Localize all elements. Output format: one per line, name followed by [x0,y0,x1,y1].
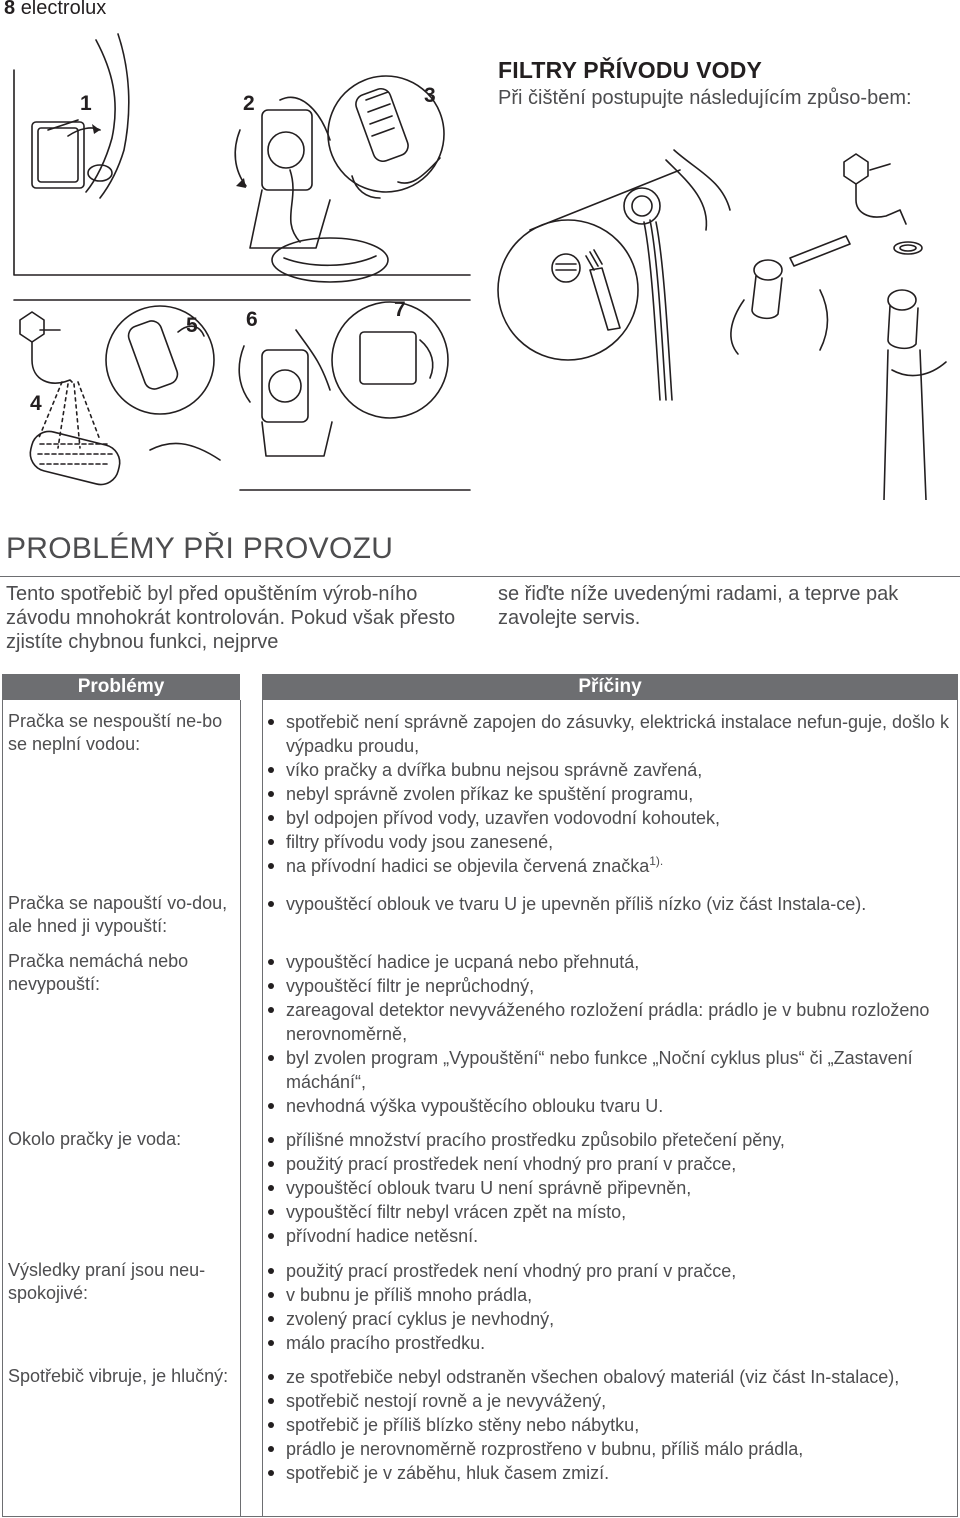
cause-item: spotřebič je příliš blízko stěny nebo nábytku, [262,1413,952,1437]
cause-item: spotřebič je v záběhu, hluk časem zmizí. [262,1461,952,1485]
brand-name: electrolux [20,0,107,19]
problem-label: Pračka se napouští vo-dou, ale hned ji vypouští: [8,893,228,936]
troubleshooting-intro-right: se řiďte níže uvedenými radami, a teprve pak zavolejte servis. [498,583,899,629]
cause-text: na přívodní hadici se objevila červená značka [286,856,650,876]
cause-item: byl zvolen program „Vypouštění“ nebo funkce „Noční cyklus plus“ či „Zastavení máchání“, [262,1046,952,1094]
cause-item: vypouštěcí filtr nebyl vrácen zpět na místo, [262,1200,952,1224]
causes-list [262,892,952,916]
table-border [2,700,3,1516]
step-number: 4 [30,392,42,415]
cause-item: nebyl správně zvolen příkaz ke spuštění programu, [262,782,952,806]
step-number: 1 [80,92,92,115]
cause-item: zareagoval detektor nevyváženého rozložení prádla: prádlo je v bubnu rozloženo nerovnoměrně, [262,998,952,1046]
table-border [2,1516,958,1517]
cause-item: vypouštěcí oblouk ve tvaru U je upevněn příliš nízko (viz část Instala-ce). [262,892,952,916]
cause-item: přílišné množství pracího prostředku způsobilo přetečení pěny, [262,1128,952,1152]
cause-item: přívodní hadice netěsní. [262,1224,952,1248]
step-number: 6 [246,308,258,331]
causes-list [262,950,952,1118]
page-number: 8 [4,0,16,19]
filter-brush-detail [498,220,638,360]
filters-instructions: Při čištění postupujte následujícím způso-bem: [498,87,912,109]
column-header-problems: Problémy [2,674,240,700]
table-border [240,700,241,1516]
water-spray-icon [38,382,100,448]
problem-label: Pračka se nespouští ne-bo se neplní vodou: [8,711,223,754]
tap-icon [20,312,44,342]
problem-label: Pračka nemáchá nebo nevypouští: [8,951,189,994]
problem-label: Spotřebič vibruje, je hlučný: [8,1366,229,1386]
section-divider [0,576,960,577]
cause-item: vypouštěcí oblouk tvaru U není správně připevněn, [262,1176,952,1200]
section-heading-inlet-filters: FILTRY PŘÍVODU VODY [498,57,763,83]
cause-item: v bubnu je příliš mnoho prádla, [262,1283,952,1307]
causes-list [262,710,952,878]
problem-label: Výsledky praní jsou neu-spokojivé: [8,1260,206,1303]
brush-icon [590,268,620,330]
hose-connector-icon [624,188,660,224]
column-header-causes: Příčiny [262,674,958,700]
causes-list [262,1128,952,1248]
cause-item: vypouštěcí filtr je neprůchodný, [262,974,952,998]
causes-list [262,1259,952,1355]
cause-item: spotřebič není správně zapojen do zásuvky, elektrická instalace nefun-guje, došlo k výpadku proudu, [262,710,952,758]
inlet-filter-icon [754,260,782,280]
cause-item: spotřebič nestojí rovně a je nevyvážený, [262,1389,952,1413]
inlet-filter-illustration [490,140,960,500]
footnote-mark: 1). [649,854,664,868]
cause-item [262,854,952,878]
cause-item: ze spotřebiče nebyl odstraněn všechen obalový materiál (viz část In-stalace), [262,1365,952,1389]
troubleshooting-intro-left: Tento spotřebič byl před opuštěním výrob-ního závodu mnohokrát kontrolován. Pokud však přesto zjistíte chybnou funkci, nejprve [6,583,456,653]
page-header [4,0,106,20]
cause-item: zvolený prací cyklus je nevhodný, [262,1307,952,1331]
step-number: 7 [394,298,406,321]
cause-item: byl odpojen přívod vody, uzavřen vodovodní kohoutek, [262,806,952,830]
cause-item: prádlo je nerovnoměrně rozprostřeno v bubnu, příliš málo prádla, [262,1437,952,1461]
step-number: 2 [243,92,255,115]
step-number: 5 [186,314,198,337]
cause-item: použitý prací prostředek není vhodný pro praní v pračce, [262,1259,952,1283]
cause-item: filtry přívodu vody jsou zanesené, [262,830,952,854]
causes-list [262,1365,952,1485]
cause-item: víko pračky a dvířka bubnu nejsou správně zavřená, [262,758,952,782]
tap-icon [844,154,868,184]
cause-item: vypouštěcí hadice je ucpaná nebo přehnutá, [262,950,952,974]
washer-ring-icon [894,242,922,254]
section-heading-troubleshooting: PROBLÉMY PŘI PROVOZU [6,532,394,565]
drain-filter-icon [26,428,123,489]
step-number: 3 [424,84,436,107]
flap-close-detail [332,302,448,418]
filter-insert-detail [106,306,214,414]
cause-item: použitý prací prostředek není vhodný pro praní v pračce, [262,1152,952,1176]
cause-item: nevhodná výška vypouštěcího oblouku tvaru U. [262,1094,952,1118]
drain-filter-illustration [0,30,490,530]
cause-item: málo pracího prostředku. [262,1331,952,1355]
table-border [957,700,958,1516]
problem-label: Okolo pračky je voda: [8,1129,182,1149]
